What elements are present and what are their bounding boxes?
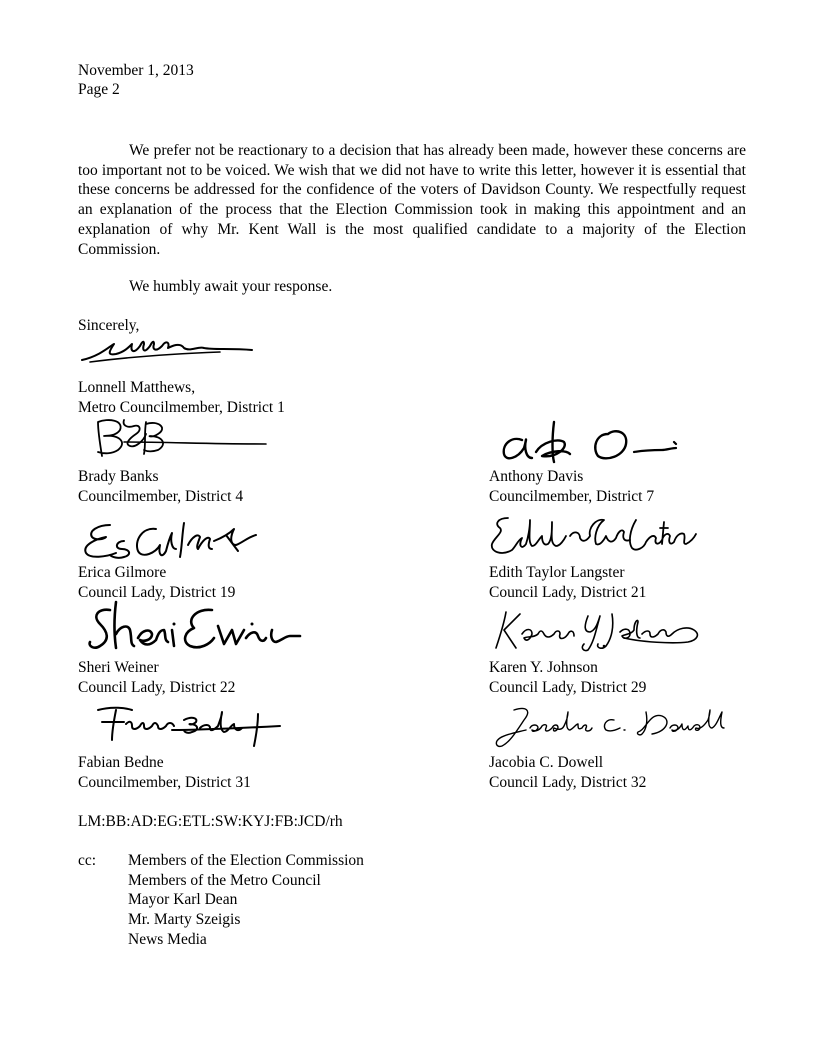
signer-title-banks: Councilmember, District 4 xyxy=(78,488,244,505)
signature-fabian-bedne xyxy=(92,700,282,748)
signer-title-gilmore: Council Lady, District 19 xyxy=(78,584,236,601)
body-paragraph-2: We humbly await your response. xyxy=(129,278,333,295)
signature-lonnell-matthews xyxy=(80,336,255,366)
cc-recipient-list xyxy=(128,851,364,950)
signer-name-dowell: Jacobia C. Dowell xyxy=(489,754,604,771)
signature-brady-banks xyxy=(84,414,269,464)
signature-anthony-davis xyxy=(496,418,686,466)
letter-date: November 1, 2013 xyxy=(78,62,194,79)
cc-recipient: News Media xyxy=(128,930,207,948)
cc-recipient: Mr. Marty Szeigis xyxy=(128,911,241,929)
signer-name-bedne: Fabian Bedne xyxy=(78,754,164,771)
signature-edith-langster xyxy=(490,510,700,560)
signer-name-gilmore: Erica Gilmore xyxy=(78,564,167,581)
signature-karen-johnson xyxy=(492,606,708,652)
signer-title-dowell: Council Lady, District 32 xyxy=(489,774,647,791)
signer-title-bedne: Councilmember, District 31 xyxy=(78,774,251,791)
signer-title-davis: Councilmember, District 7 xyxy=(489,488,655,505)
body-paragraph-1: We prefer not be reactionary to a decision that has already been made, however these concerns are too important not to be voiced. We wish that we did not have to write this letter, however it is essential that these concerns be addressed for the confidence of the voters of Davidson County. We respectfully request an explanation of the process that the Election Commission took in making this appointment and an explanation of why Mr. Kent Wall is the most qualified candidate to a majority of the Election Commission. xyxy=(78,142,746,258)
signature-sheri-weiner xyxy=(86,600,306,658)
page-number: Page 2 xyxy=(78,81,120,98)
signer-name-matthews: Lonnell Matthews, xyxy=(78,379,196,396)
signer-name-davis: Anthony Davis xyxy=(489,468,584,485)
signer-name-banks: Brady Banks xyxy=(78,468,159,485)
signer-title-johnson: Council Lady, District 29 xyxy=(489,679,647,696)
cc-recipient: Members of the Election Commission xyxy=(128,852,364,869)
signer-title-matthews: Metro Councilmember, District 1 xyxy=(78,399,285,416)
signer-title-weiner: Council Lady, District 22 xyxy=(78,679,236,696)
signer-name-langster: Edith Taylor Langster xyxy=(489,564,625,581)
signer-title-langster: Council Lady, District 21 xyxy=(489,584,647,601)
reference-initials: LM:BB:AD:EG:ETL:SW:KYJ:FB:JCD/rh xyxy=(78,813,343,830)
cc-recipient: Members of the Metro Council xyxy=(128,871,321,889)
cc-label: cc: xyxy=(78,852,97,869)
signature-erica-gilmore xyxy=(80,515,260,561)
cc-recipient: Mayor Karl Dean xyxy=(128,891,238,909)
signature-jacobia-dowell xyxy=(496,702,736,750)
closing-salutation: Sincerely, xyxy=(78,317,140,334)
signer-name-weiner: Sheri Weiner xyxy=(78,659,159,676)
signer-name-johnson: Karen Y. Johnson xyxy=(489,659,598,676)
